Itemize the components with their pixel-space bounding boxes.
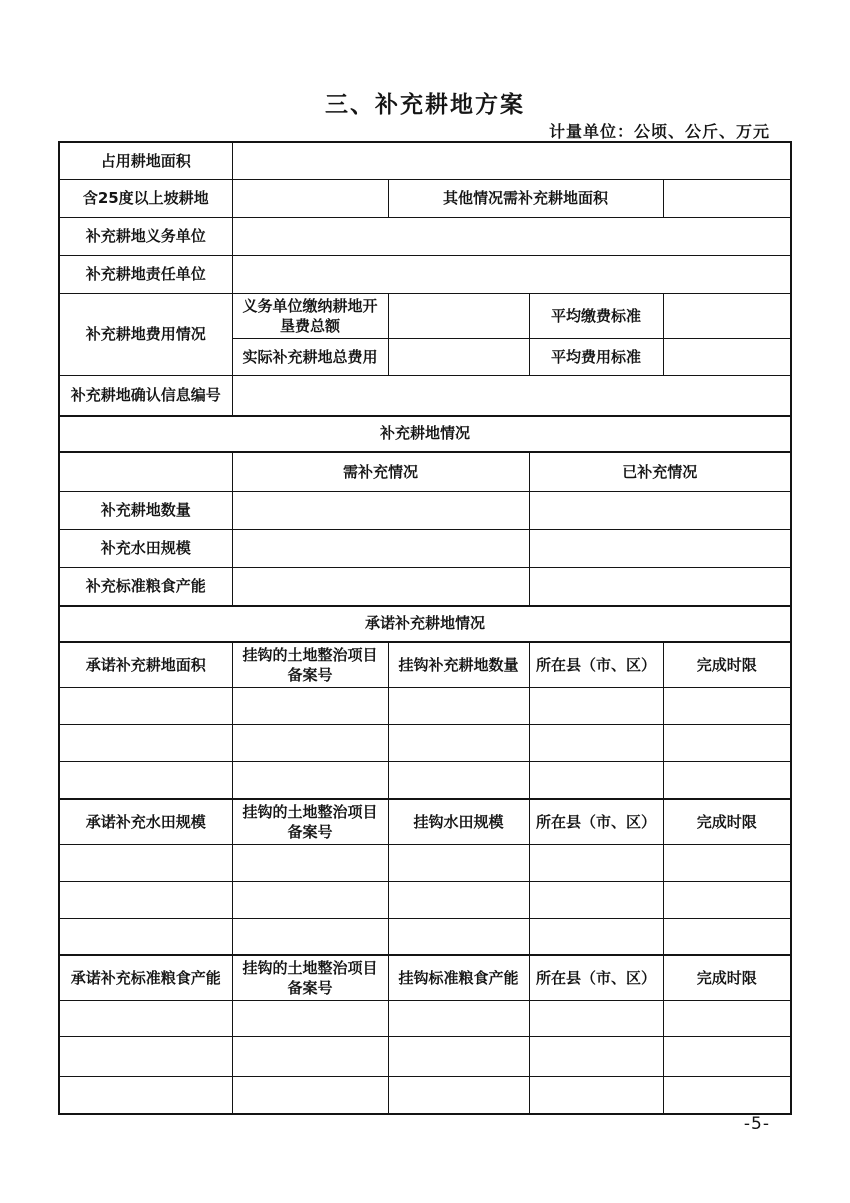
table-row [59, 568, 791, 606]
deadline-header: 完成时限 [663, 799, 791, 845]
occupied-area-label: 占用耕地面积 [59, 142, 232, 179]
empty-cell [663, 919, 791, 955]
other-needed-value [663, 179, 791, 217]
empty-cell [232, 919, 388, 955]
empty-cell [59, 1037, 232, 1077]
empty-cell [529, 1037, 663, 1077]
promise-header-row [59, 799, 791, 845]
table-row [59, 179, 791, 217]
table-row [59, 376, 791, 416]
empty-cell [529, 919, 663, 955]
confirm-id-label: 补充耕地确认信息编号 [59, 376, 232, 416]
responsibility-unit-label: 补充耕地责任单位 [59, 255, 232, 293]
empty-cell [388, 1037, 529, 1077]
situation-section-header: 补充耕地情况 [59, 416, 791, 452]
empty-row [59, 919, 791, 955]
empty-cell [232, 688, 388, 725]
quantity-need-value [232, 492, 529, 530]
promise-header-row [59, 642, 791, 688]
empty-cell [529, 1077, 663, 1114]
responsibility-unit-value [232, 255, 791, 293]
actual-total-cost-value [388, 339, 529, 376]
deadline-header: 完成时限 [663, 642, 791, 688]
table-row [59, 492, 791, 530]
empty-cell [663, 1077, 791, 1114]
table-row [59, 217, 791, 255]
empty-cell [529, 762, 663, 799]
quantity-done-value [529, 492, 791, 530]
supplement-farmland-table [58, 141, 792, 1115]
grain-capacity-label: 补充标准粮食产能 [59, 568, 232, 606]
linked-paddy-header: 挂钩水田规模 [388, 799, 529, 845]
done-column-header: 已补充情况 [529, 452, 791, 492]
empty-row [59, 762, 791, 799]
empty-cell [663, 1001, 791, 1037]
avg-pay-standard-label: 平均缴费标准 [529, 293, 663, 339]
empty-cell [529, 1001, 663, 1037]
empty-cell [59, 762, 232, 799]
reclaim-fee-total-label: 义务单位缴纳耕地开垦费总额 [232, 293, 388, 339]
promise-grain-label: 承诺补充标准粮食产能 [59, 955, 232, 1001]
obligation-unit-label: 补充耕地义务单位 [59, 217, 232, 255]
empty-cell [59, 1001, 232, 1037]
empty-cell [232, 1001, 388, 1037]
empty-cell [529, 725, 663, 762]
slope-over25-label: 含25度以上坡耕地 [59, 179, 232, 217]
empty-cell [59, 845, 232, 882]
linked-area-header: 挂钩补充耕地数量 [388, 642, 529, 688]
actual-total-cost-label: 实际补充耕地总费用 [232, 339, 388, 376]
empty-cell [388, 882, 529, 919]
empty-cell [663, 882, 791, 919]
empty-cell [388, 1077, 529, 1114]
table-row [59, 452, 791, 492]
empty-row [59, 845, 791, 882]
table-row [59, 530, 791, 568]
promise-section-header: 承诺补充耕地情况 [59, 606, 791, 642]
unit-note: 计量单位：公顷、公斤、万元 [548, 122, 770, 141]
empty-cell [232, 845, 388, 882]
empty-row [59, 725, 791, 762]
empty-row [59, 882, 791, 919]
paddy-label: 补充水田规模 [59, 530, 232, 568]
empty-cell [59, 1077, 232, 1114]
linked-grain-header: 挂钩标准粮食产能 [388, 955, 529, 1001]
empty-cell [232, 725, 388, 762]
deadline-header: 完成时限 [663, 955, 791, 1001]
grain-capacity-need-value [232, 568, 529, 606]
empty-cell [663, 1037, 791, 1077]
project-id-header: 挂钩的土地整治项目备案号 [232, 642, 388, 688]
cost-section-label: 补充耕地费用情况 [59, 293, 232, 376]
empty-row [59, 688, 791, 725]
county-header: 所在县（市、区） [529, 955, 663, 1001]
slope-over25-value [232, 179, 388, 217]
page-number: -5- [743, 1114, 770, 1134]
empty-cell [529, 845, 663, 882]
table-row [59, 142, 791, 179]
page-title: 三、补充耕地方案 [325, 92, 525, 118]
situation-blank-cell [59, 452, 232, 492]
table-row [59, 293, 791, 339]
project-id-header: 挂钩的土地整治项目备案号 [232, 955, 388, 1001]
empty-cell [388, 688, 529, 725]
avg-pay-standard-value [663, 293, 791, 339]
table-row [59, 255, 791, 293]
avg-cost-standard-label: 平均费用标准 [529, 339, 663, 376]
empty-cell [59, 725, 232, 762]
promise-header-row [59, 955, 791, 1001]
empty-cell [529, 882, 663, 919]
avg-cost-standard-value [663, 339, 791, 376]
empty-cell [232, 1037, 388, 1077]
paddy-need-value [232, 530, 529, 568]
empty-row [59, 1077, 791, 1114]
empty-cell [663, 688, 791, 725]
empty-cell [388, 762, 529, 799]
empty-cell [388, 845, 529, 882]
empty-cell [663, 762, 791, 799]
paddy-done-value [529, 530, 791, 568]
section-header-row [59, 606, 791, 642]
confirm-id-value [232, 376, 791, 416]
obligation-unit-value [232, 217, 791, 255]
occupied-area-value [232, 142, 791, 179]
quantity-label: 补充耕地数量 [59, 492, 232, 530]
other-needed-label: 其他情况需补充耕地面积 [388, 179, 663, 217]
reclaim-fee-total-value [388, 293, 529, 339]
empty-cell [388, 725, 529, 762]
grain-capacity-done-value [529, 568, 791, 606]
empty-cell [388, 919, 529, 955]
county-header: 所在县（市、区） [529, 642, 663, 688]
empty-cell [529, 688, 663, 725]
empty-cell [663, 725, 791, 762]
promise-paddy-label: 承诺补充水田规模 [59, 799, 232, 845]
empty-cell [59, 919, 232, 955]
project-id-header: 挂钩的土地整治项目备案号 [232, 799, 388, 845]
promise-area-label: 承诺补充耕地面积 [59, 642, 232, 688]
empty-cell [663, 845, 791, 882]
empty-row [59, 1001, 791, 1037]
empty-cell [388, 1001, 529, 1037]
empty-cell [232, 882, 388, 919]
county-header: 所在县（市、区） [529, 799, 663, 845]
need-column-header: 需补充情况 [232, 452, 529, 492]
empty-cell [232, 762, 388, 799]
empty-cell [59, 688, 232, 725]
section-header-row [59, 416, 791, 452]
empty-row [59, 1037, 791, 1077]
empty-cell [59, 882, 232, 919]
empty-cell [232, 1077, 388, 1114]
